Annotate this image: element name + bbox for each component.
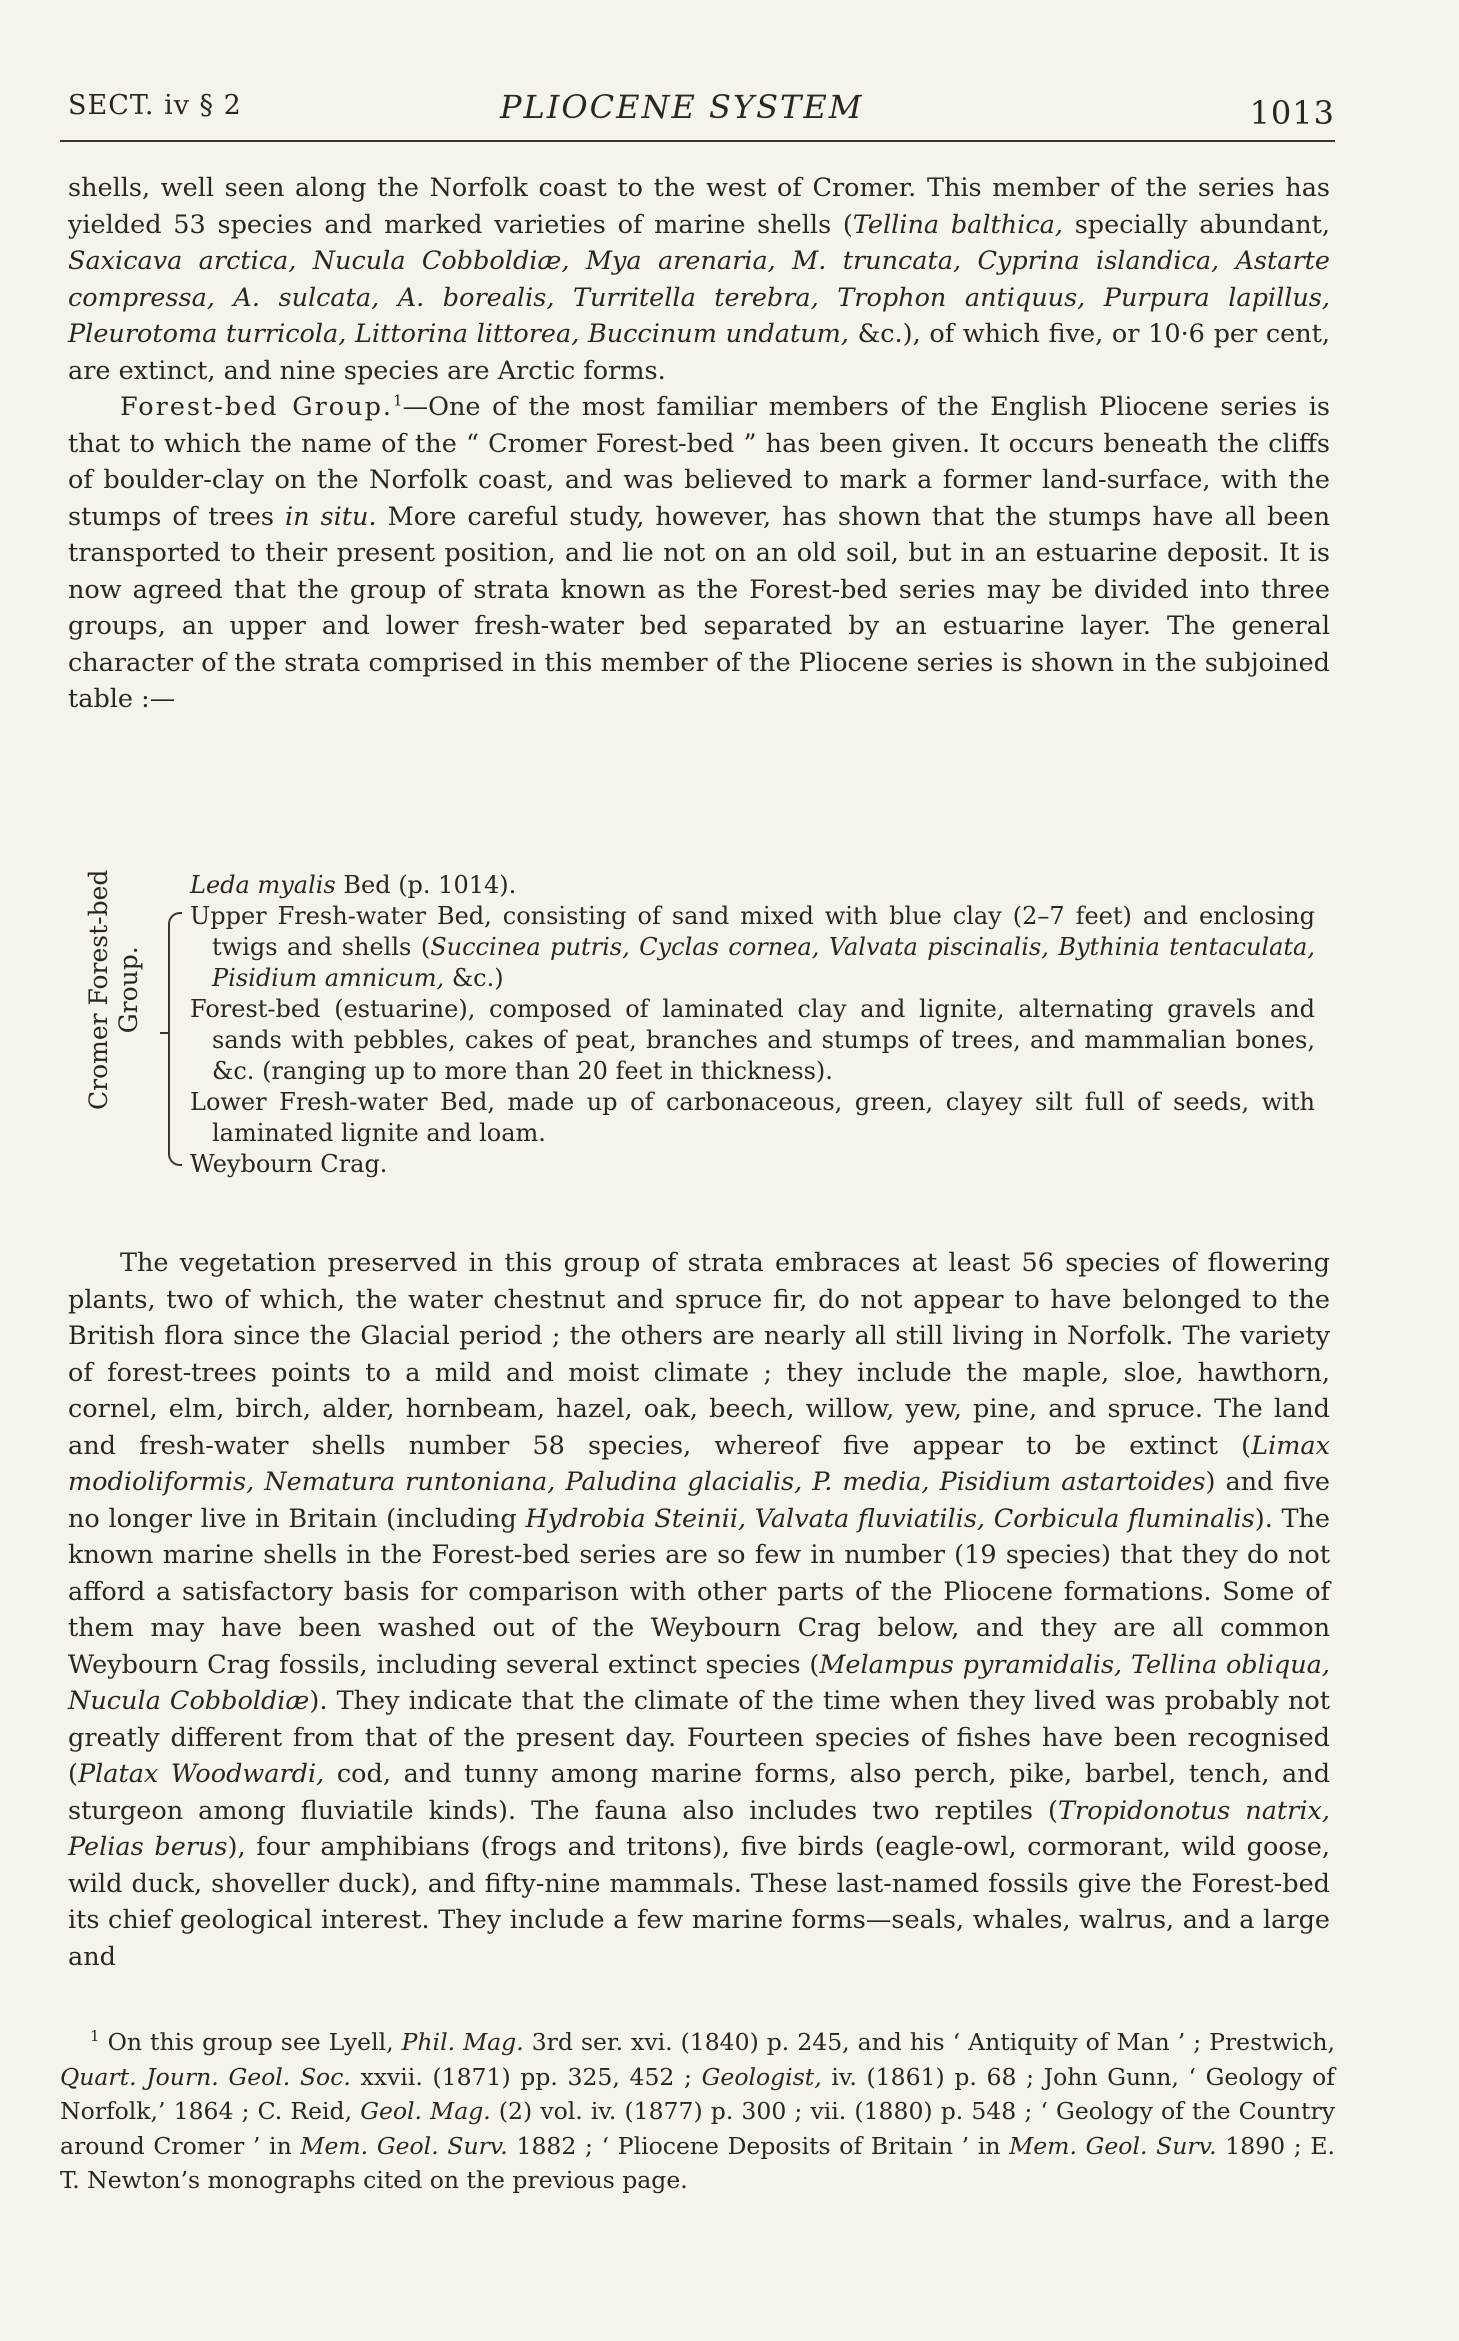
strata-table: [60, 860, 1335, 1200]
table-side-label: Cromer Forest-bed Group.: [84, 869, 143, 1110]
footnote-reference: 1: [393, 391, 403, 410]
paragraph-vegetation-fauna: The vegetation preserved in this group of strata embraces at least 56 species of flowering plants, two of which, the water chestnut and spruce fir, do not appear to have belonged to the British flora since the Glacial period ; the others are nearly all still living in Norfolk. The variety of forest-trees points to a mild and moist climate ; they include the maple, sloe, hawthorn, cornel, elm, birch, alder, hornbeam, hazel, oak, beech, willow, yew, pine, and spruce. The land and fresh-water shells number 58 species, whereof five appear to be extinct (Limax modioliformis, Nematura runtoniana, Paludina glacialis, P. media, Pisidium astartoides) and five no longer live in Britain (including Hydrobia Steinii, Valvata fluviatilis, Corbicula fluminalis). The known marine shells in the Forest-bed series are so few in number (19 species) that they do not afford a satisfactory basis for comparison with other parts of the Pliocene formations. Some of them may have been washed out of the Weybourn Crag below, and they are all common Weybourn Crag fossils, including several extinct species (Melampus pyramidalis, Tellina obliqua, Nucula Cobboldiæ). They indicate that the climate of the time when they lived was probably not greatly different from that of the present day. Fourteen species of fishes have been recognised (Platax Woodwardi, cod, and tunny among marine forms, also perch, pike, barbel, tench, and sturgeon among fluviatile kinds). The fauna also includes two reptiles (Tropidonotus natrix, Pelias berus), four amphibians (frogs and tritons), five birds (eagle-owl, cormorant, wild goose, wild duck, shoveller duck), and fifty-nine mammals. These last-named fossils give the Forest-bed its chief geological interest. They include a few marine forms—seals, whales, walrus, and a large and: [68, 1248, 1331, 1972]
running-header: [60, 80, 1335, 140]
header-rule: [60, 140, 1335, 142]
book-page: [60, 60, 1335, 2290]
paragraph-forest-bed-group: Forest-bed Group.$^1$—One of the most familiar members of the English Pliocene series is that to which the name of the “ Cromer Forest-bed ” has been given. It occurs beneath the cliffs of boulder-clay on the Norfolk coast, and was believed to mark a former land-surface, with the stumps of trees in situ. More careful study, however, has shown that the stumps have all been transported to their present position, and lie not on an old soil, but in an estuarine deposit. It is now agreed that the group of strata known as the Forest-bed series may be divided into three groups, an upper and lower fresh-water bed separated by an estuarine layer. The general character of the strata comprised in this member of the Pliocene series is shown in the subjoined table :—: [68, 391, 1330, 714]
table-row: Upper Fresh-water Bed, consisting of sand mixed with blue clay (2–7 feet) and enclosing twigs and shells (Succinea putris, Cyclas cornea, Valvata piscinalis, Bythinia tentaculata, Pisidium amnicum, &c.): [190, 902, 1315, 992]
table-row: Weybourn Crag.: [190, 1150, 388, 1178]
body-text-lower: [68, 1245, 1330, 1975]
body-text-upper: [68, 170, 1330, 718]
paragraph-marine-shells: shells, well seen along the Norfolk coast to the west of Cromer. This member of the series has yielded 53 species and marked varieties of marine shells (Tellina balthica, specially abundant, Saxicava arctica, Nucula Cobboldiæ, Mya arenaria, M. truncata, Cyprina islandica, Astarte compressa, A. sulcata, A. borealis, Turritella terebra, Trophon antiquus, Purpura lapillus, Pleurotoma turricola, Littorina littorea, Buccinum undatum, &c.), of which five, or 10·6 per cent, are extinct, and nine species are Arctic forms.: [68, 173, 1330, 386]
footnote-number: 1: [90, 2027, 100, 2046]
section-heading: Forest-bed Group.: [120, 392, 394, 422]
footnote: $^1$ On this group see Lyell, Phil. Mag. 3rd ser. xvi. (1840) p. 245, and his ‘ Antiquity of Man ’ ; Prestwich, Quart. Journ. Geol. Soc. xxvii. (1871) pp. 325, 452 ; Geologist, iv. (1861) p. 68 ; John Gunn, ‘ Geology of Norfolk,’ 1864 ; C. Reid, Geol. Mag. (2) vol. iv. (1877) p. 300 ; vii. (1880) p. 548 ; ‘ Geology of the Country around Cromer ’ in Mem. Geol. Surv. 1882 ; ‘ Pliocene Deposits of Britain ’ in Mem. Geol. Surv. 1890 ; E. T. Newton’s monographs cited on the previous page.: [60, 2027, 1336, 2194]
table-row: Lower Fresh-water Bed, made up of carbonaceous, green, clayey silt full of seeds, with laminated lignite and loam.: [190, 1088, 1315, 1147]
section-reference: SECT. iv § 2: [68, 90, 242, 121]
table-row: Leda myalis Bed (p. 1014).: [190, 871, 517, 899]
page-number: 1013: [1249, 94, 1335, 132]
table-rows: [190, 870, 1315, 1180]
table-brace-tip: [160, 1032, 170, 1034]
running-title: PLIOCENE SYSTEM: [500, 88, 864, 126]
table-brace: [168, 912, 182, 1166]
table-row: Forest-bed (estuarine), composed of laminated clay and lignite, alternating gravels and sands with pebbles, cakes of peat, branches and stumps of trees, and mammalian bones, &c. (ranging up to more than 20 feet in thickness).: [190, 995, 1315, 1085]
